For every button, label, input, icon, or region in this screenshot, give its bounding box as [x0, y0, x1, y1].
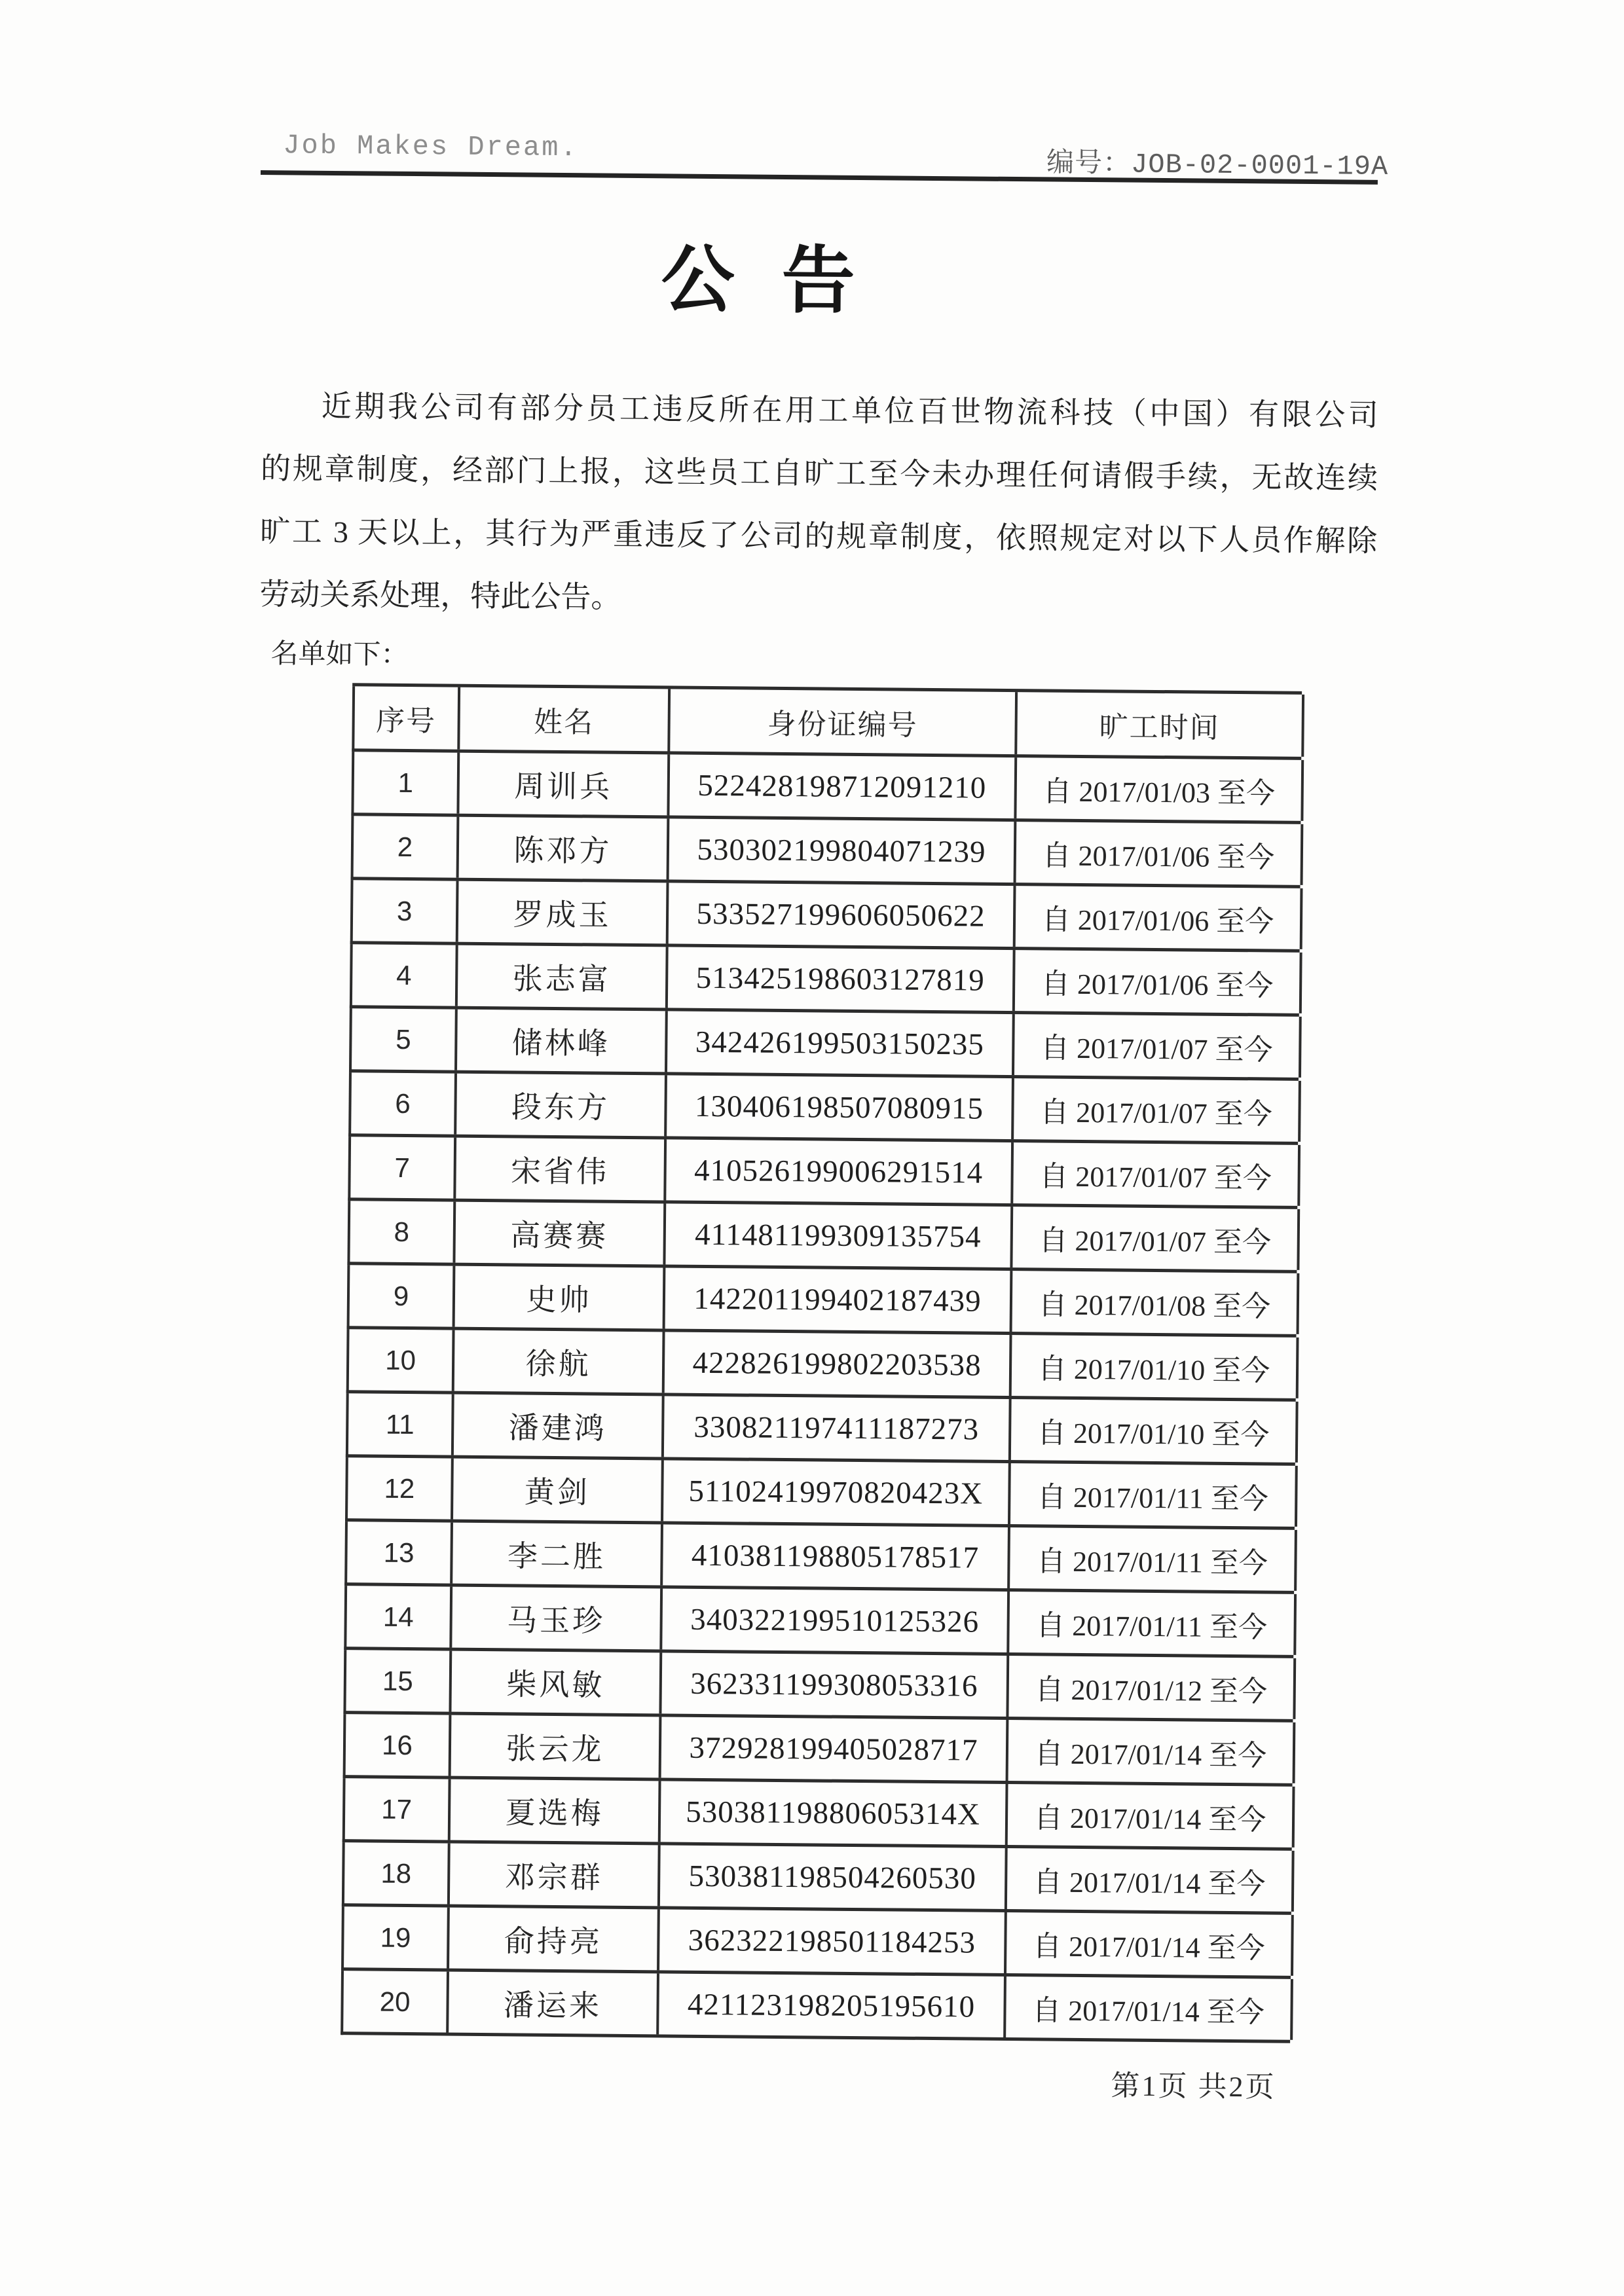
table-row	[349, 1008, 1299, 1081]
paragraph-line: 旷工 3 天以上，其行为严重违反了公司的规章制度，依照规定对以下人员作解除	[259, 514, 1378, 558]
cell-name: 段东方	[456, 1074, 667, 1137]
cell-name: 柴风敏	[451, 1651, 662, 1714]
list-intro-label: 名单如下：	[270, 639, 409, 670]
column-header-id: 身份证编号	[670, 689, 1018, 754]
cell-index: 18	[344, 1842, 451, 1904]
cell-id-number: 130406198507080915	[667, 1075, 1014, 1139]
cell-name: 李二胜	[452, 1523, 663, 1586]
cell-absence-time: 自 2017/01/12 至今	[1008, 1656, 1296, 1719]
cell-id-number: 411481199309135754	[665, 1203, 1013, 1267]
announcement-paragraph	[259, 374, 1378, 636]
cell-index: 15	[346, 1650, 452, 1711]
cell-id-number: 142201199402187439	[665, 1267, 1013, 1332]
cell-name: 潘运来	[449, 1972, 659, 2035]
cell-name: 罗成玉	[458, 881, 669, 944]
table-row	[348, 1072, 1299, 1145]
cell-absence-time: 自 2017/01/14 至今	[1006, 1977, 1293, 2040]
table-row	[343, 1714, 1293, 1787]
cell-id-number: 530302199804071239	[669, 818, 1017, 883]
doc-number-label: 编号：	[1046, 148, 1132, 181]
table-row	[351, 752, 1301, 824]
cell-absence-time: 自 2017/01/11 至今	[1010, 1463, 1298, 1527]
paragraph-line: 劳动关系处理，特此公告。	[259, 577, 621, 614]
cell-id-number: 330821197411187273	[664, 1396, 1012, 1460]
cell-index: 17	[345, 1778, 451, 1840]
cell-id-number: 522428198712091210	[669, 754, 1017, 818]
cell-index: 12	[348, 1457, 454, 1519]
cell-id-number: 362322198501184253	[659, 1909, 1007, 1973]
header-slogan: Job Makes Dream.	[283, 130, 579, 164]
cell-index: 19	[344, 1906, 450, 1968]
cell-name: 宋省伟	[456, 1138, 667, 1201]
table-row	[344, 1586, 1294, 1658]
cell-index: 7	[350, 1137, 456, 1198]
dismissed-employees-table	[341, 683, 1302, 2043]
table-row	[346, 1329, 1297, 1402]
cell-absence-time: 自 2017/01/08 至今	[1012, 1271, 1300, 1334]
cell-absence-time: 自 2017/01/06 至今	[1015, 950, 1302, 1013]
table-row	[342, 1778, 1293, 1851]
cell-index: 8	[350, 1201, 456, 1262]
cell-id-number: 362331199308053316	[661, 1652, 1009, 1717]
cell-index: 5	[352, 1008, 458, 1070]
cell-id-number: 530381198504260530	[660, 1845, 1008, 1909]
cell-absence-time: 自 2017/01/03 至今	[1016, 757, 1304, 821]
table-body	[341, 752, 1301, 2043]
cell-name: 高赛赛	[455, 1202, 666, 1265]
cell-id-number: 53038119880605314X	[661, 1781, 1008, 1845]
table-row	[346, 1393, 1296, 1466]
cell-name: 史帅	[455, 1266, 666, 1329]
cell-absence-time: 自 2017/01/11 至今	[1010, 1527, 1297, 1591]
cell-name: 俞持亮	[449, 1908, 660, 1971]
cell-absence-time: 自 2017/01/14 至今	[1008, 1720, 1296, 1783]
table-row	[351, 816, 1301, 888]
cell-index: 9	[350, 1265, 456, 1326]
column-header-name: 姓名	[460, 687, 671, 752]
page-number: 第1页 共2页	[1111, 2069, 1276, 2104]
cell-absence-time: 自 2017/01/06 至今	[1016, 886, 1303, 949]
cell-index: 11	[348, 1393, 454, 1455]
cell-name: 马玉珍	[452, 1587, 663, 1650]
cell-id-number: 51102419970820423X	[663, 1460, 1011, 1524]
cell-name: 陈邓方	[459, 817, 670, 880]
cell-index: 20	[343, 1971, 449, 2032]
table-row	[350, 944, 1300, 1017]
cell-name: 张云龙	[451, 1715, 662, 1778]
cell-index: 1	[354, 752, 460, 813]
cell-id-number: 372928199405028717	[661, 1717, 1009, 1781]
cell-index: 4	[352, 944, 458, 1006]
table-row	[345, 1457, 1295, 1530]
cell-absence-time: 自 2017/01/07 至今	[1014, 1078, 1301, 1142]
table-row	[347, 1201, 1297, 1273]
paragraph-line: 近期我公司有部分员工违反所在用工单位百世物流科技（中国）有限公司	[321, 389, 1379, 432]
cell-name: 徐航	[454, 1330, 665, 1393]
paragraph-line: 的规章制度，经部门上报，这些员工自旷工至今未办理任何请假手续，无故连续	[260, 452, 1378, 495]
doc-number-value: JOB-02-0001-19A	[1130, 149, 1389, 183]
cell-index: 10	[349, 1329, 455, 1391]
table-row	[344, 1522, 1295, 1594]
cell-id-number: 513425198603127819	[668, 947, 1016, 1011]
cell-index: 16	[346, 1714, 452, 1776]
column-header-index: 序号	[354, 686, 460, 749]
cell-index: 2	[354, 816, 460, 877]
cell-id-number: 342426199503150235	[667, 1011, 1015, 1075]
header-doc-number	[1046, 140, 1389, 183]
cell-absence-time: 自 2017/01/07 至今	[1012, 1207, 1300, 1270]
cell-absence-time: 自 2017/01/07 至今	[1014, 1014, 1302, 1078]
cell-id-number: 533527199606050622	[669, 883, 1016, 947]
cell-id-number: 410526199006291514	[666, 1139, 1014, 1203]
table-row	[343, 1650, 1293, 1722]
cell-absence-time: 自 2017/01/07 至今	[1013, 1142, 1301, 1206]
cell-index: 6	[351, 1072, 457, 1134]
cell-id-number: 422826199802203538	[665, 1332, 1012, 1396]
cell-id-number: 421123198205195610	[659, 1973, 1006, 2037]
cell-name: 张志富	[458, 945, 669, 1008]
cell-index: 14	[346, 1586, 452, 1647]
cell-name: 夏选梅	[451, 1779, 661, 1842]
table-header-row	[352, 686, 1302, 760]
cell-absence-time: 自 2017/01/14 至今	[1006, 1912, 1294, 1976]
cell-absence-time: 自 2017/01/06 至今	[1016, 822, 1304, 885]
page-title: 公 告	[661, 240, 870, 323]
cell-name: 黄剑	[453, 1459, 664, 1522]
cell-name: 储林峰	[457, 1010, 668, 1072]
table-row	[350, 880, 1301, 953]
cell-absence-time: 自 2017/01/14 至今	[1008, 1784, 1295, 1848]
table-row	[342, 1842, 1292, 1915]
table-row	[347, 1265, 1297, 1338]
column-header-absence: 旷工时间	[1017, 692, 1304, 757]
cell-absence-time: 自 2017/01/14 至今	[1007, 1848, 1295, 1912]
cell-absence-time: 自 2017/01/11 至今	[1009, 1592, 1297, 1655]
cell-absence-time: 自 2017/01/10 至今	[1011, 1399, 1299, 1463]
table-row	[348, 1137, 1298, 1209]
table-row	[341, 1971, 1291, 2043]
table-row	[341, 1906, 1291, 1979]
cell-name: 潘建鸿	[454, 1394, 665, 1457]
cell-name: 邓宗群	[450, 1844, 661, 1906]
cell-id-number: 410381198805178517	[663, 1524, 1010, 1588]
cell-name: 周训兵	[459, 753, 670, 816]
cell-index: 3	[353, 880, 459, 941]
cell-absence-time: 自 2017/01/10 至今	[1012, 1335, 1299, 1398]
cell-index: 13	[347, 1522, 453, 1583]
cell-id-number: 340322199510125326	[662, 1588, 1010, 1652]
